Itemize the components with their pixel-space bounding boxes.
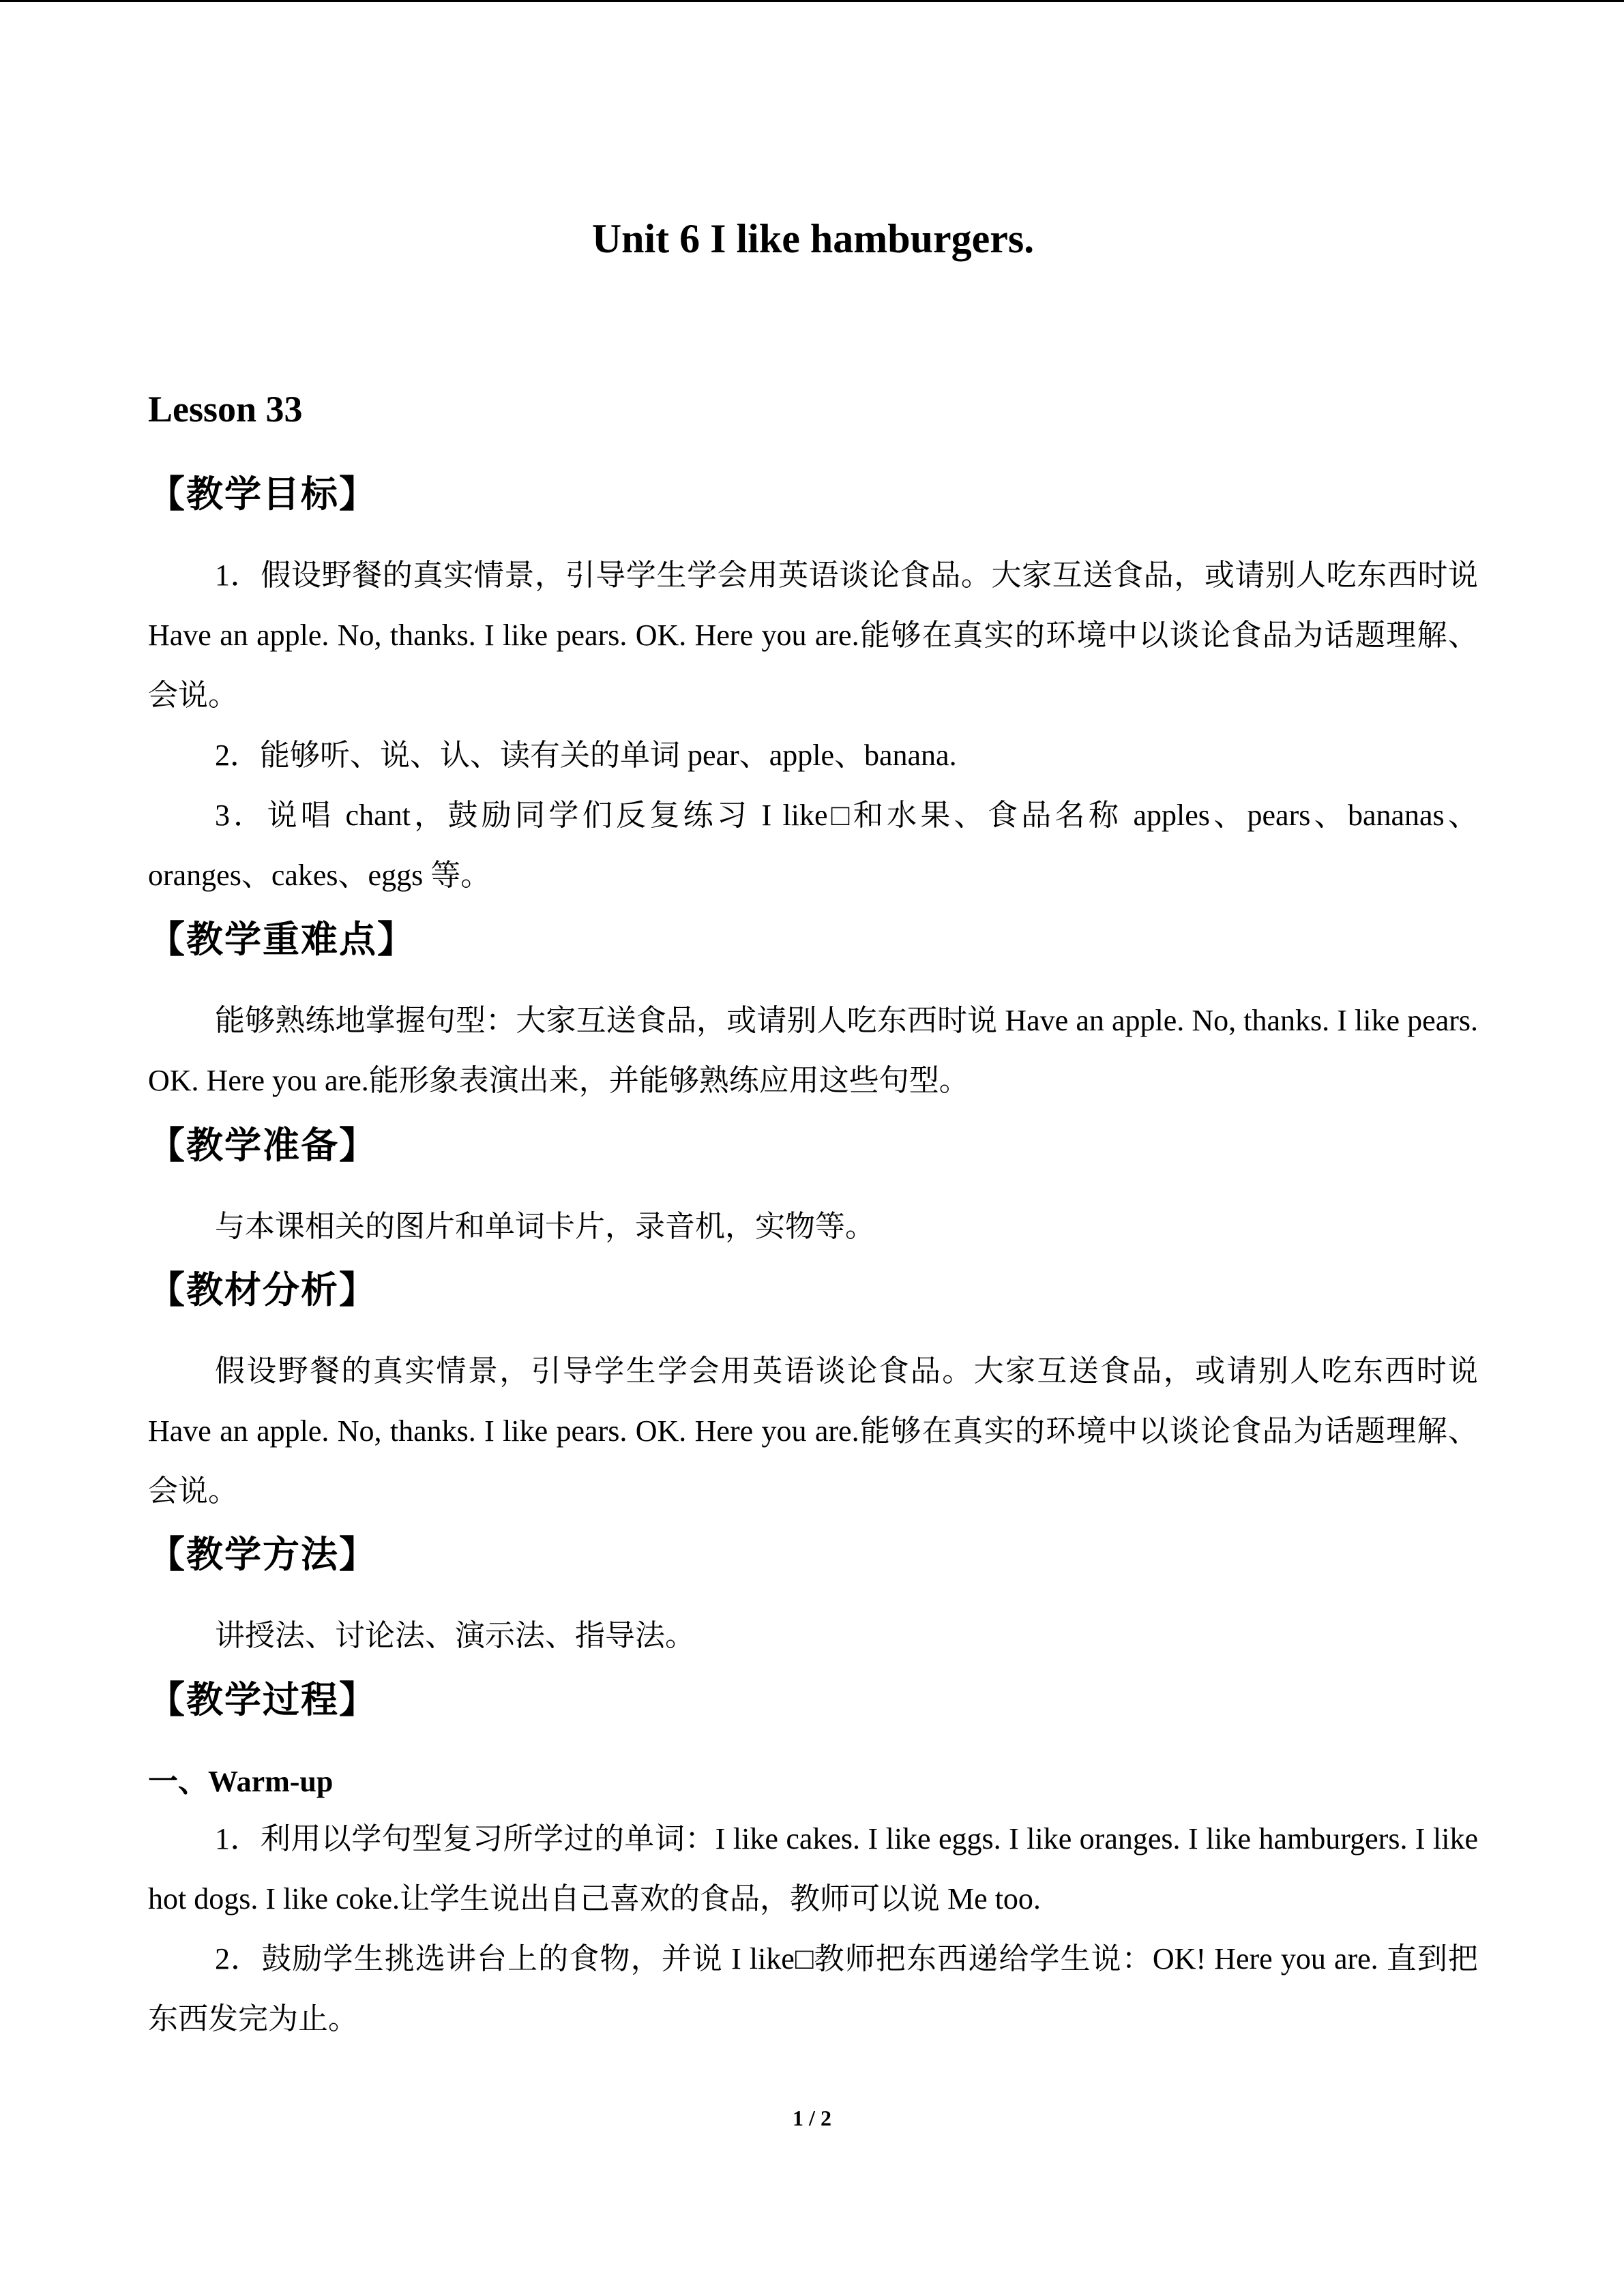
key-points-text: 能够熟练地掌握句型：大家互送食品，或请别人吃东西时说 Have an apple. No, thanks. I like pears. OK. Here you are.能形象表演出来，并能够熟练应用这些句型。	[148, 1004, 1478, 1097]
section-heading-preparation: 【教学准备】	[148, 1124, 377, 1167]
section-analysis	[148, 1263, 1478, 1317]
section-heading-analysis: 【教材分析】	[148, 1268, 377, 1311]
section-heading-key-points: 【教学重难点】	[148, 918, 415, 961]
process-subheading-warm-up: 一、Warm-up	[148, 1765, 334, 1798]
analysis-text: 假设野餐的真实情景，引导学生学会用英语谈论食品。大家互送食品，或请别人吃东西时说 Have an apple. No, thanks. I like pears. OK. Here you are.能够在真实的环境中以谈论食品为话题理解、会说。	[148, 1354, 1478, 1508]
objectives-list	[148, 546, 1478, 906]
process-body	[148, 1755, 1478, 2049]
lesson-heading: Lesson 33	[148, 389, 303, 430]
methods-text: 讲授法、讨论法、演示法、指导法。	[215, 1619, 695, 1652]
preparation-body	[148, 1197, 1478, 1257]
preparation-text: 与本课相关的图片和单词卡片，录音机，实物等。	[215, 1210, 875, 1243]
top-border-line	[0, 0, 1624, 2]
section-key-points	[148, 912, 1478, 967]
key-points-body	[148, 991, 1478, 1111]
section-heading-objectives: 【教学目标】	[148, 473, 377, 516]
section-objectives	[148, 467, 1478, 522]
section-preparation	[148, 1118, 1478, 1173]
document-title: Unit 6 I like hamburgers.	[591, 216, 1035, 261]
methods-body	[148, 1606, 1478, 1666]
objective-item: 2．能够听、说、认、读有关的单词 pear、apple、banana.	[215, 739, 957, 772]
analysis-body	[148, 1341, 1478, 1521]
section-heading-process: 【教学过程】	[148, 1678, 377, 1721]
objective-item: 3．说唱 chant，鼓励同学们反复练习 I like□和水果、食品名称 apples、pears、bananas、oranges、cakes、eggs 等。	[148, 799, 1478, 892]
page-number: 1 / 2	[793, 2106, 831, 2130]
section-heading-methods: 【教学方法】	[148, 1533, 377, 1576]
objective-item: 1．假设野餐的真实情景，引导学生学会用英语谈论食品。大家互送食品，或请别人吃东西时说 Have an apple. No, thanks. I like pears. OK. Here you are.能够在真实的环境中以谈论食品为话题理解、会说。	[148, 558, 1478, 712]
process-step: 2．鼓励学生挑选讲台上的食物，并说 I like□教师把东西递给学生说：OK! Here you are. 直到把东西发完为止。	[148, 1942, 1478, 2036]
section-process	[148, 1673, 1478, 1727]
process-step: 1．利用以学句型复习所学过的单词：I like cakes. I like eggs. I like oranges. I like hamburgers. I like hot dogs. I like coke.让学生说出自己喜欢的食品，教师可以说 Me too.	[148, 1822, 1478, 1915]
section-methods	[148, 1527, 1478, 1582]
